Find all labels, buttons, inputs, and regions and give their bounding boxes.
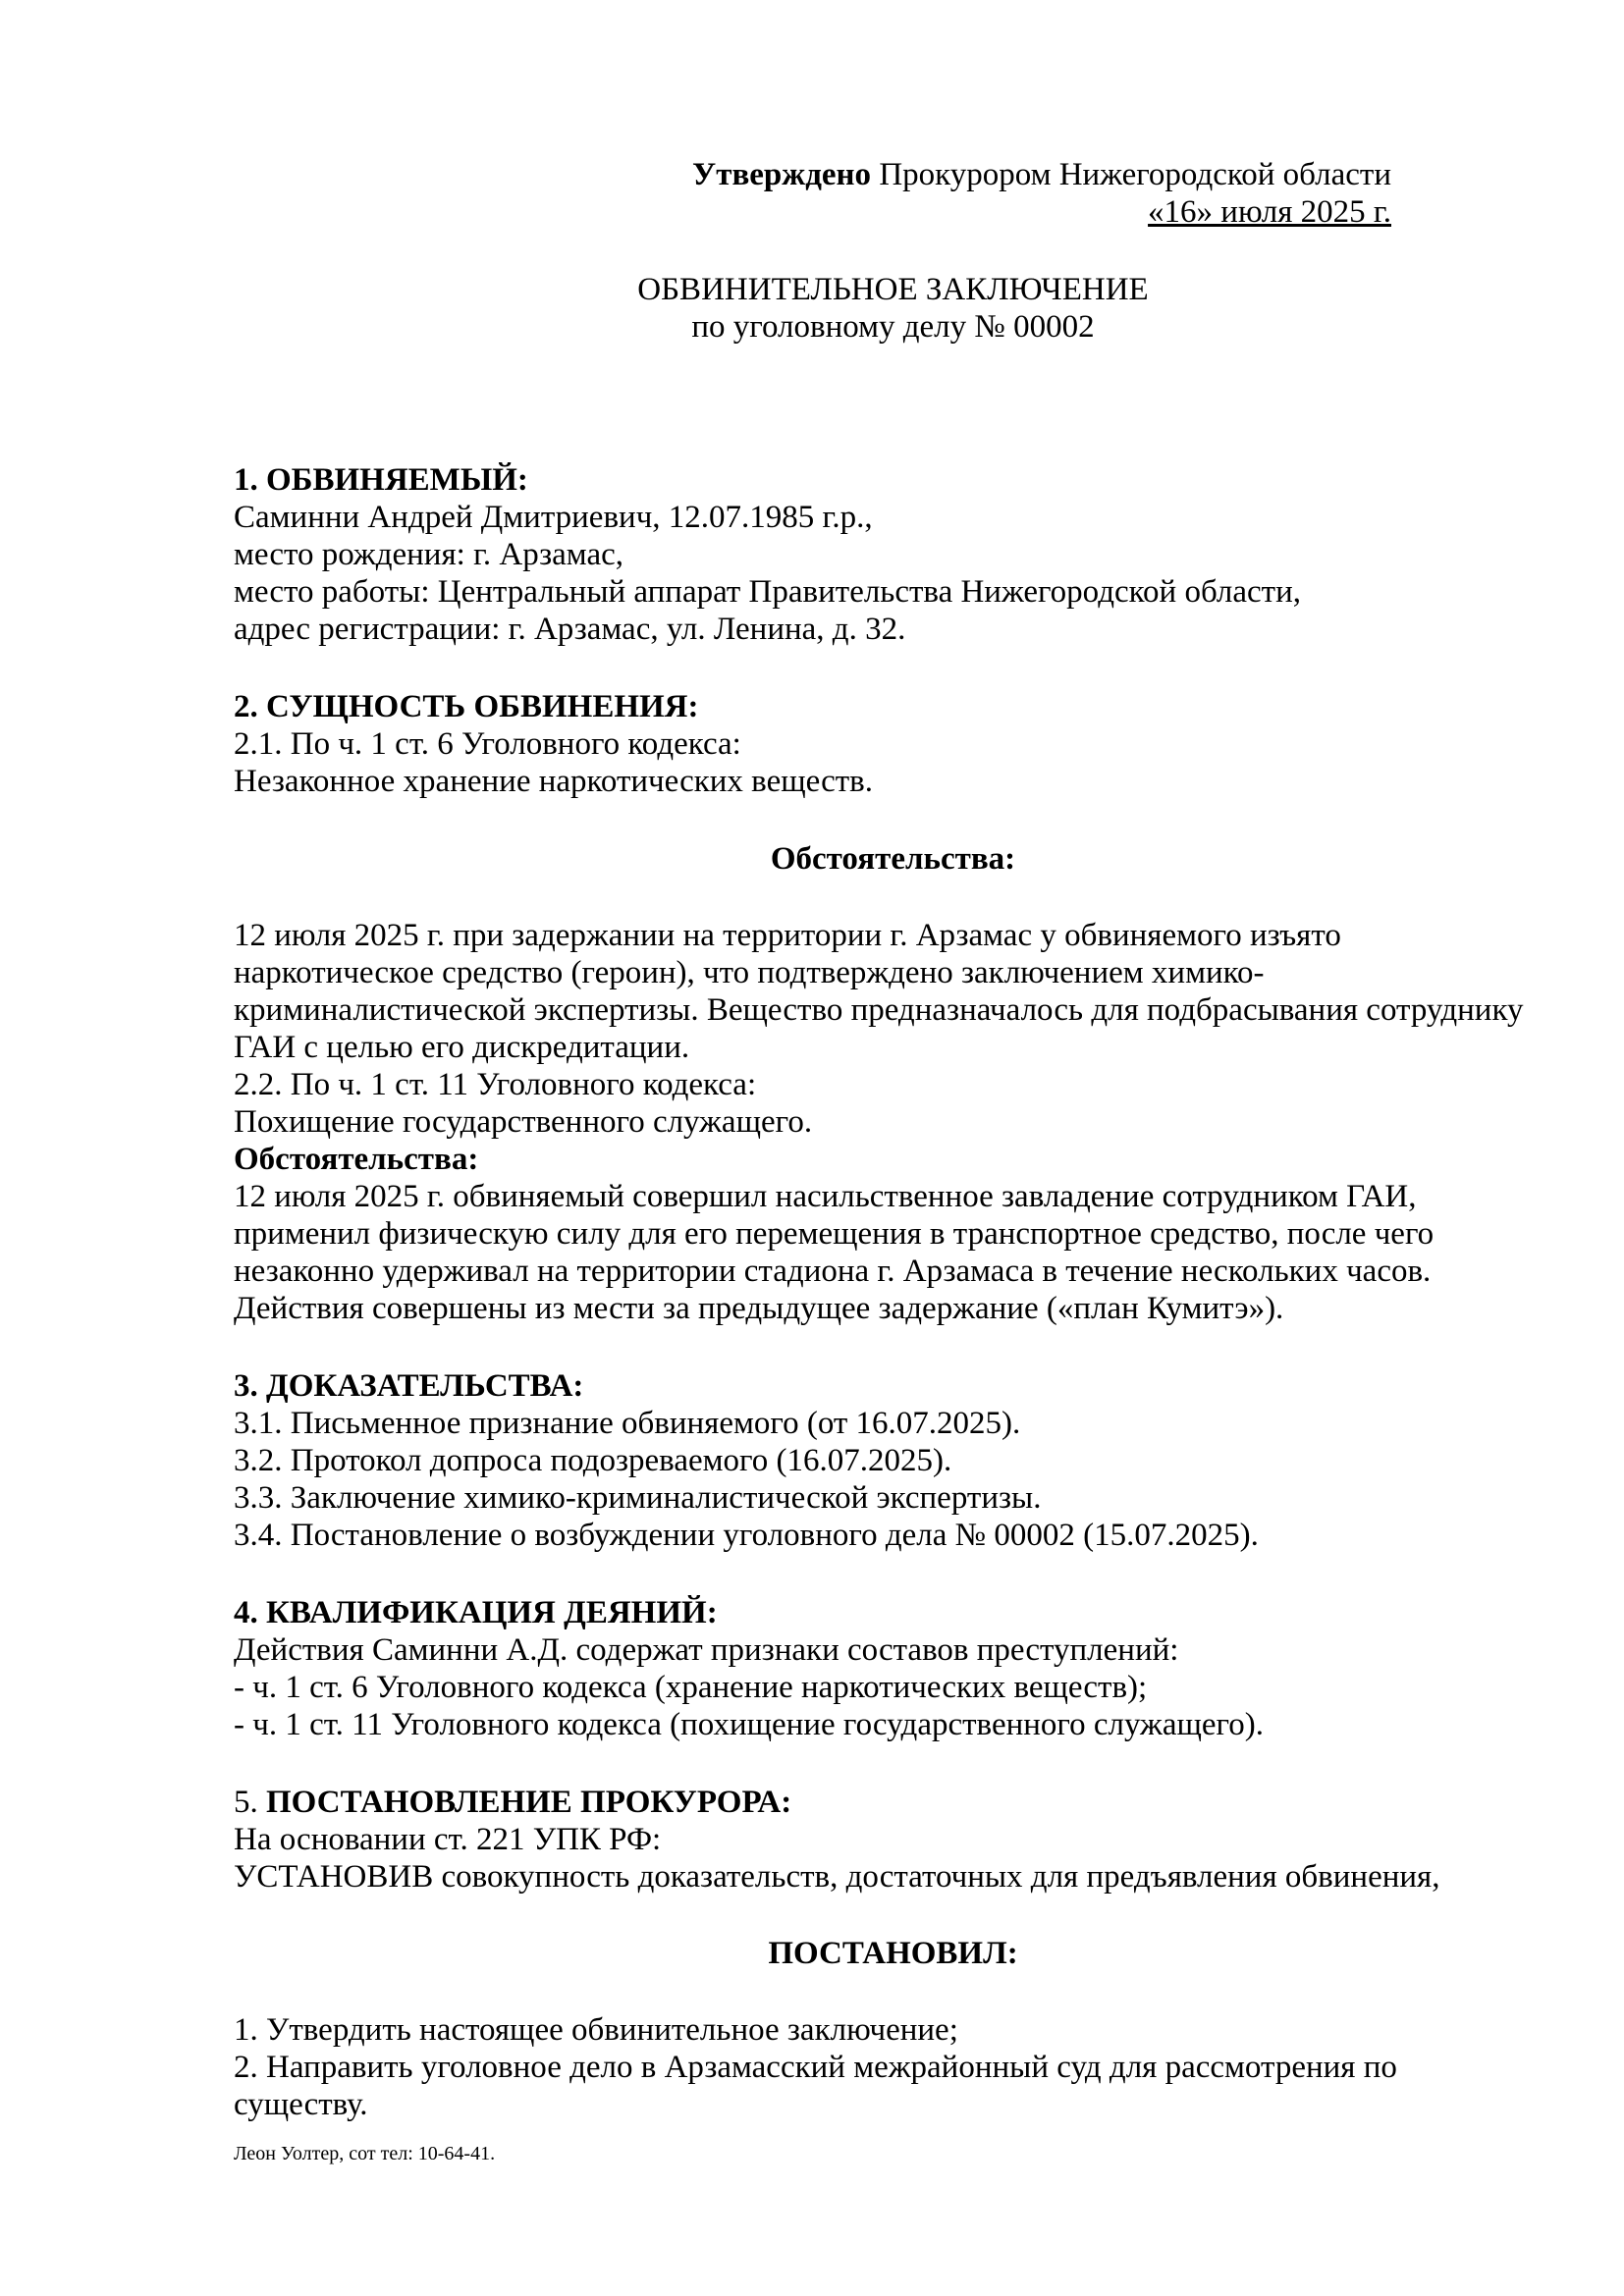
resolution-line: 1. Утвердить настоящее обвинительное заключение; — [234, 2012, 958, 2048]
evidence-item: 3.1. Письменное признание обвиняемого (от 16.07.2025). — [234, 1406, 1021, 1441]
approval-date: «16» июля 2025 г. — [1148, 194, 1391, 230]
qualification-line: Действия Саминни А.Д. содержат признаки составов преступлений: — [234, 1632, 1179, 1668]
section-1-line: адрес регистрации: г. Арзамас, ул. Ленина, д. 32. — [234, 612, 906, 647]
section-1-line: место рождения: г. Арзамас, — [234, 537, 623, 572]
evidence-item: 3.3. Заключение химико-криминалистической экспертизы. — [234, 1480, 1042, 1516]
approval-bold: Утверждено — [692, 157, 872, 192]
resolution-line: существу. — [234, 2087, 368, 2122]
section-2-heading: 2. СУЩНОСТЬ ОБВИНЕНИЯ: — [234, 689, 699, 724]
circumstances-line: незаконно удерживал на территории стадиона г. Арзамаса в течение нескольких часов. — [234, 1254, 1432, 1289]
circumstances-line: криминалистической экспертизы. Вещество предназначалось для подбрасывания сотруднику — [234, 992, 1524, 1028]
section-5-line: УСТАНОВИВ совокупность доказательств, достаточных для предъявления обвинения, — [234, 1859, 1440, 1895]
approval-line — [692, 155, 1391, 194]
document-subtitle: по уголовному делу № 00002 — [691, 309, 1095, 345]
qualification-line: - ч. 1 ст. 11 Уголовного кодекса (похищение государственного служащего). — [234, 1707, 1265, 1742]
circumstances-line: Действия совершены из мести за предыдущее задержание («план Кумитэ»). — [234, 1291, 1284, 1326]
evidence-item: 3.2. Протокол допроса подозреваемого (16.07.2025). — [234, 1443, 952, 1478]
section-1-line: Саминни Андрей Дмитриевич, 12.07.1985 г.р., — [234, 500, 873, 535]
section-5-number: 5. — [234, 1785, 266, 1820]
section-3-heading: 3. ДОКАЗАТЕЛЬСТВА: — [234, 1368, 584, 1404]
section-1-line: место работы: Центральный аппарат Правительства Нижегородской области, — [234, 574, 1302, 610]
approval-authority: Прокурором Нижегородской области — [871, 157, 1391, 192]
circumstances-line: 12 июля 2025 г. при задержании на территории г. Арзамас у обвиняемого изъято — [234, 918, 1341, 953]
document-title: ОБВИНИТЕЛЬНОЕ ЗАКЛЮЧЕНИЕ — [637, 272, 1149, 307]
section-4-heading: 4. КВАЛИФИКАЦИЯ ДЕЯНИЙ: — [234, 1595, 718, 1630]
section-5-line: На основании ст. 221 УПК РФ: — [234, 1822, 662, 1857]
circumstances-line: наркотическое средство (героин), что подтверждено заключением химико- — [234, 955, 1265, 990]
footer-note: Леон Уолтер, сот тел: 10-64-41. — [234, 2143, 496, 2164]
section-1-heading: 1. ОБВИНЯЕМЫЙ: — [234, 462, 528, 498]
circumstances-line: ГАИ с целью его дискредитации. — [234, 1030, 690, 1065]
circumstances-line: 12 июля 2025 г. обвиняемый совершил насильственное завладение сотрудником ГАИ, — [234, 1179, 1417, 1214]
circumstances-line: Похищение государственного служащего. — [234, 1104, 813, 1140]
evidence-item: 3.4. Постановление о возбуждении уголовного дела № 00002 (15.07.2025). — [234, 1518, 1259, 1553]
qualification-line: - ч. 1 ст. 6 Уголовного кодекса (хранение наркотических веществ); — [234, 1670, 1148, 1705]
section-2-intro-line: 2.1. По ч. 1 ст. 6 Уголовного кодекса: — [234, 726, 741, 762]
resolution-line: 2. Направить уголовное дело в Арзамасский межрайонный суд для рассмотрения по — [234, 2050, 1397, 2085]
circumstances-line: 2.2. По ч. 1 ст. 11 Уголовного кодекса: — [234, 1067, 757, 1102]
section-5-heading — [234, 1783, 791, 1822]
circumstances-heading-2: Обстоятельства: — [234, 1142, 479, 1177]
section-5-title: ПОСТАНОВЛЕНИЕ ПРОКУРОРА: — [266, 1785, 792, 1820]
resolution-heading: ПОСТАНОВИЛ: — [768, 1936, 1018, 1971]
section-2-intro-line: Незаконное хранение наркотических веществ. — [234, 764, 873, 799]
circumstances-heading: Обстоятельства: — [770, 841, 1016, 877]
circumstances-line: применил физическую силу для его перемещения в транспортное средство, после чего — [234, 1216, 1435, 1252]
